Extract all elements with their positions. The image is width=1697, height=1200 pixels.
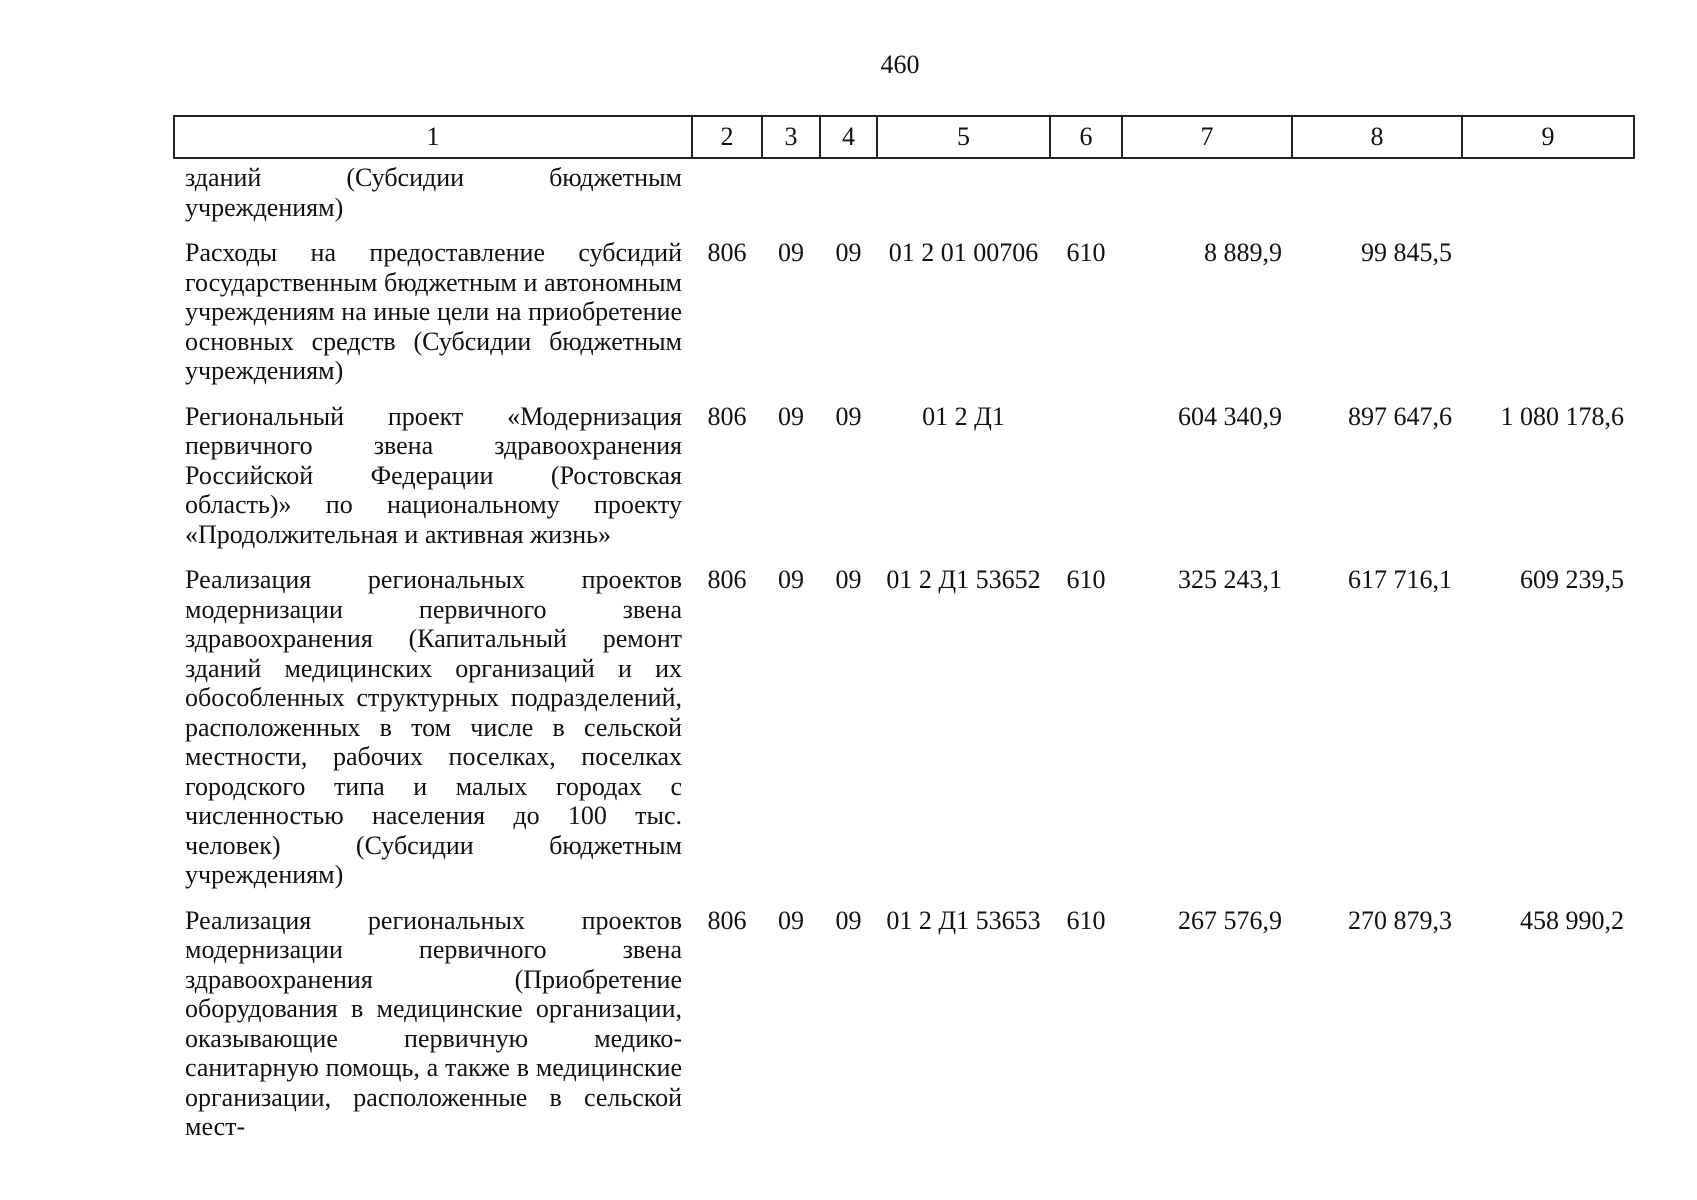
table-row — [174, 900, 1634, 1152]
cell-amount-col8: 617 716,1 — [1348, 565, 1452, 594]
column-header: 4 — [820, 116, 877, 158]
column-header: 8 — [1292, 116, 1462, 158]
cell-amount-col8 — [1292, 158, 1462, 232]
column-header: 6 — [1050, 116, 1122, 158]
cell-section: 09 — [778, 238, 804, 267]
cell-ministry-code: 806 — [707, 401, 747, 431]
cell-amount-col8: 897 647,6 — [1348, 401, 1452, 431]
cell-ministry-code — [692, 158, 762, 232]
budget-table — [173, 115, 1635, 1152]
cell-section: 09 — [778, 401, 804, 431]
cell-amount-col7: 8 889,9 — [1204, 238, 1282, 267]
column-header: 3 — [762, 116, 820, 158]
cell-expense-type: 610 — [1066, 905, 1106, 935]
table-row — [174, 158, 1634, 232]
column-header: 7 — [1122, 116, 1292, 158]
cell-amount-col8: 270 879,3 — [1348, 905, 1452, 935]
cell-target-article: 01 2 01 00706 — [888, 238, 1039, 267]
cell-amount-col9 — [1462, 232, 1634, 396]
cell-target-article: 01 2 Д1 53653 — [886, 905, 1041, 935]
row-description: Реализация региональных проектов модернизации первичного звена здравоохранения (Приобретение оборудования в медицинские организации, оказывающие первичную медико-санитарную помощь, а также в медицинские организации, расположенные в сельской мест- — [185, 905, 682, 1141]
table-row — [174, 559, 1634, 900]
cell-target-article: 01 2 Д1 53652 — [886, 565, 1041, 594]
cell-target-article: 01 2 Д1 — [922, 401, 1005, 431]
cell-amount-col7: 325 243,1 — [1178, 565, 1282, 594]
cell-section — [762, 158, 820, 232]
page-number: 460 — [880, 50, 920, 79]
table-row — [174, 396, 1634, 560]
column-header: 1 — [174, 116, 692, 158]
cell-ministry-code: 806 — [707, 238, 747, 267]
cell-section: 09 — [778, 905, 804, 935]
cell-subsection: 09 — [835, 565, 862, 594]
cell-amount-col9: 458 990,2 — [1520, 905, 1624, 935]
row-description: Региональный проект «Модернизация первичного звена здравоохранения Российской Федерации (Ростовская область)» по национальному проекту «Продолжительная и активная жизнь» — [185, 401, 682, 549]
cell-amount-col9: 609 239,5 — [1520, 565, 1624, 594]
cell-subsection: 09 — [835, 238, 862, 267]
cell-subsection: 09 — [835, 905, 862, 935]
cell-ministry-code: 806 — [707, 905, 747, 935]
cell-ministry-code: 806 — [707, 565, 747, 594]
cell-amount-col7 — [1122, 158, 1292, 232]
cell-amount-col7: 604 340,9 — [1178, 401, 1282, 431]
cell-subsection — [820, 158, 877, 232]
column-header: 2 — [692, 116, 762, 158]
cell-expense-type — [1050, 158, 1122, 232]
cell-target-article — [877, 158, 1050, 232]
cell-amount-col8: 99 845,5 — [1361, 238, 1452, 267]
column-header: 5 — [877, 116, 1050, 158]
cell-subsection: 09 — [835, 401, 862, 431]
cell-section: 09 — [778, 565, 804, 594]
column-header-row — [174, 116, 1634, 158]
column-header: 9 — [1462, 116, 1634, 158]
table-row — [174, 232, 1634, 396]
row-description: Расходы на предоставление субсидий государственным бюджетным и автономным учреждениям на иные цели на приобретение основных средств (Субсидии бюджетным учреждениям) — [185, 238, 682, 385]
cell-amount-col9: 1 080 178,6 — [1500, 401, 1624, 431]
cell-expense-type: 610 — [1066, 238, 1106, 267]
cell-expense-type — [1050, 396, 1122, 560]
cell-amount-col7: 267 576,9 — [1178, 905, 1282, 935]
row-description: зданий (Субсидии бюджетным учреждениям) — [185, 163, 682, 222]
row-description: Реализация региональных проектов модернизации первичного звена здравоохранения (Капитальный ремонт зданий медицинских организаций и их обособленных структурных подразделений, расположенных в том числе в сельской местности, рабочих поселках, поселках городского типа и малых городах с численностью населения до 100 тыс. человек) (Субсидии бюджетным учреждениям) — [185, 565, 682, 889]
cell-expense-type: 610 — [1066, 565, 1106, 594]
cell-amount-col9 — [1462, 158, 1634, 232]
